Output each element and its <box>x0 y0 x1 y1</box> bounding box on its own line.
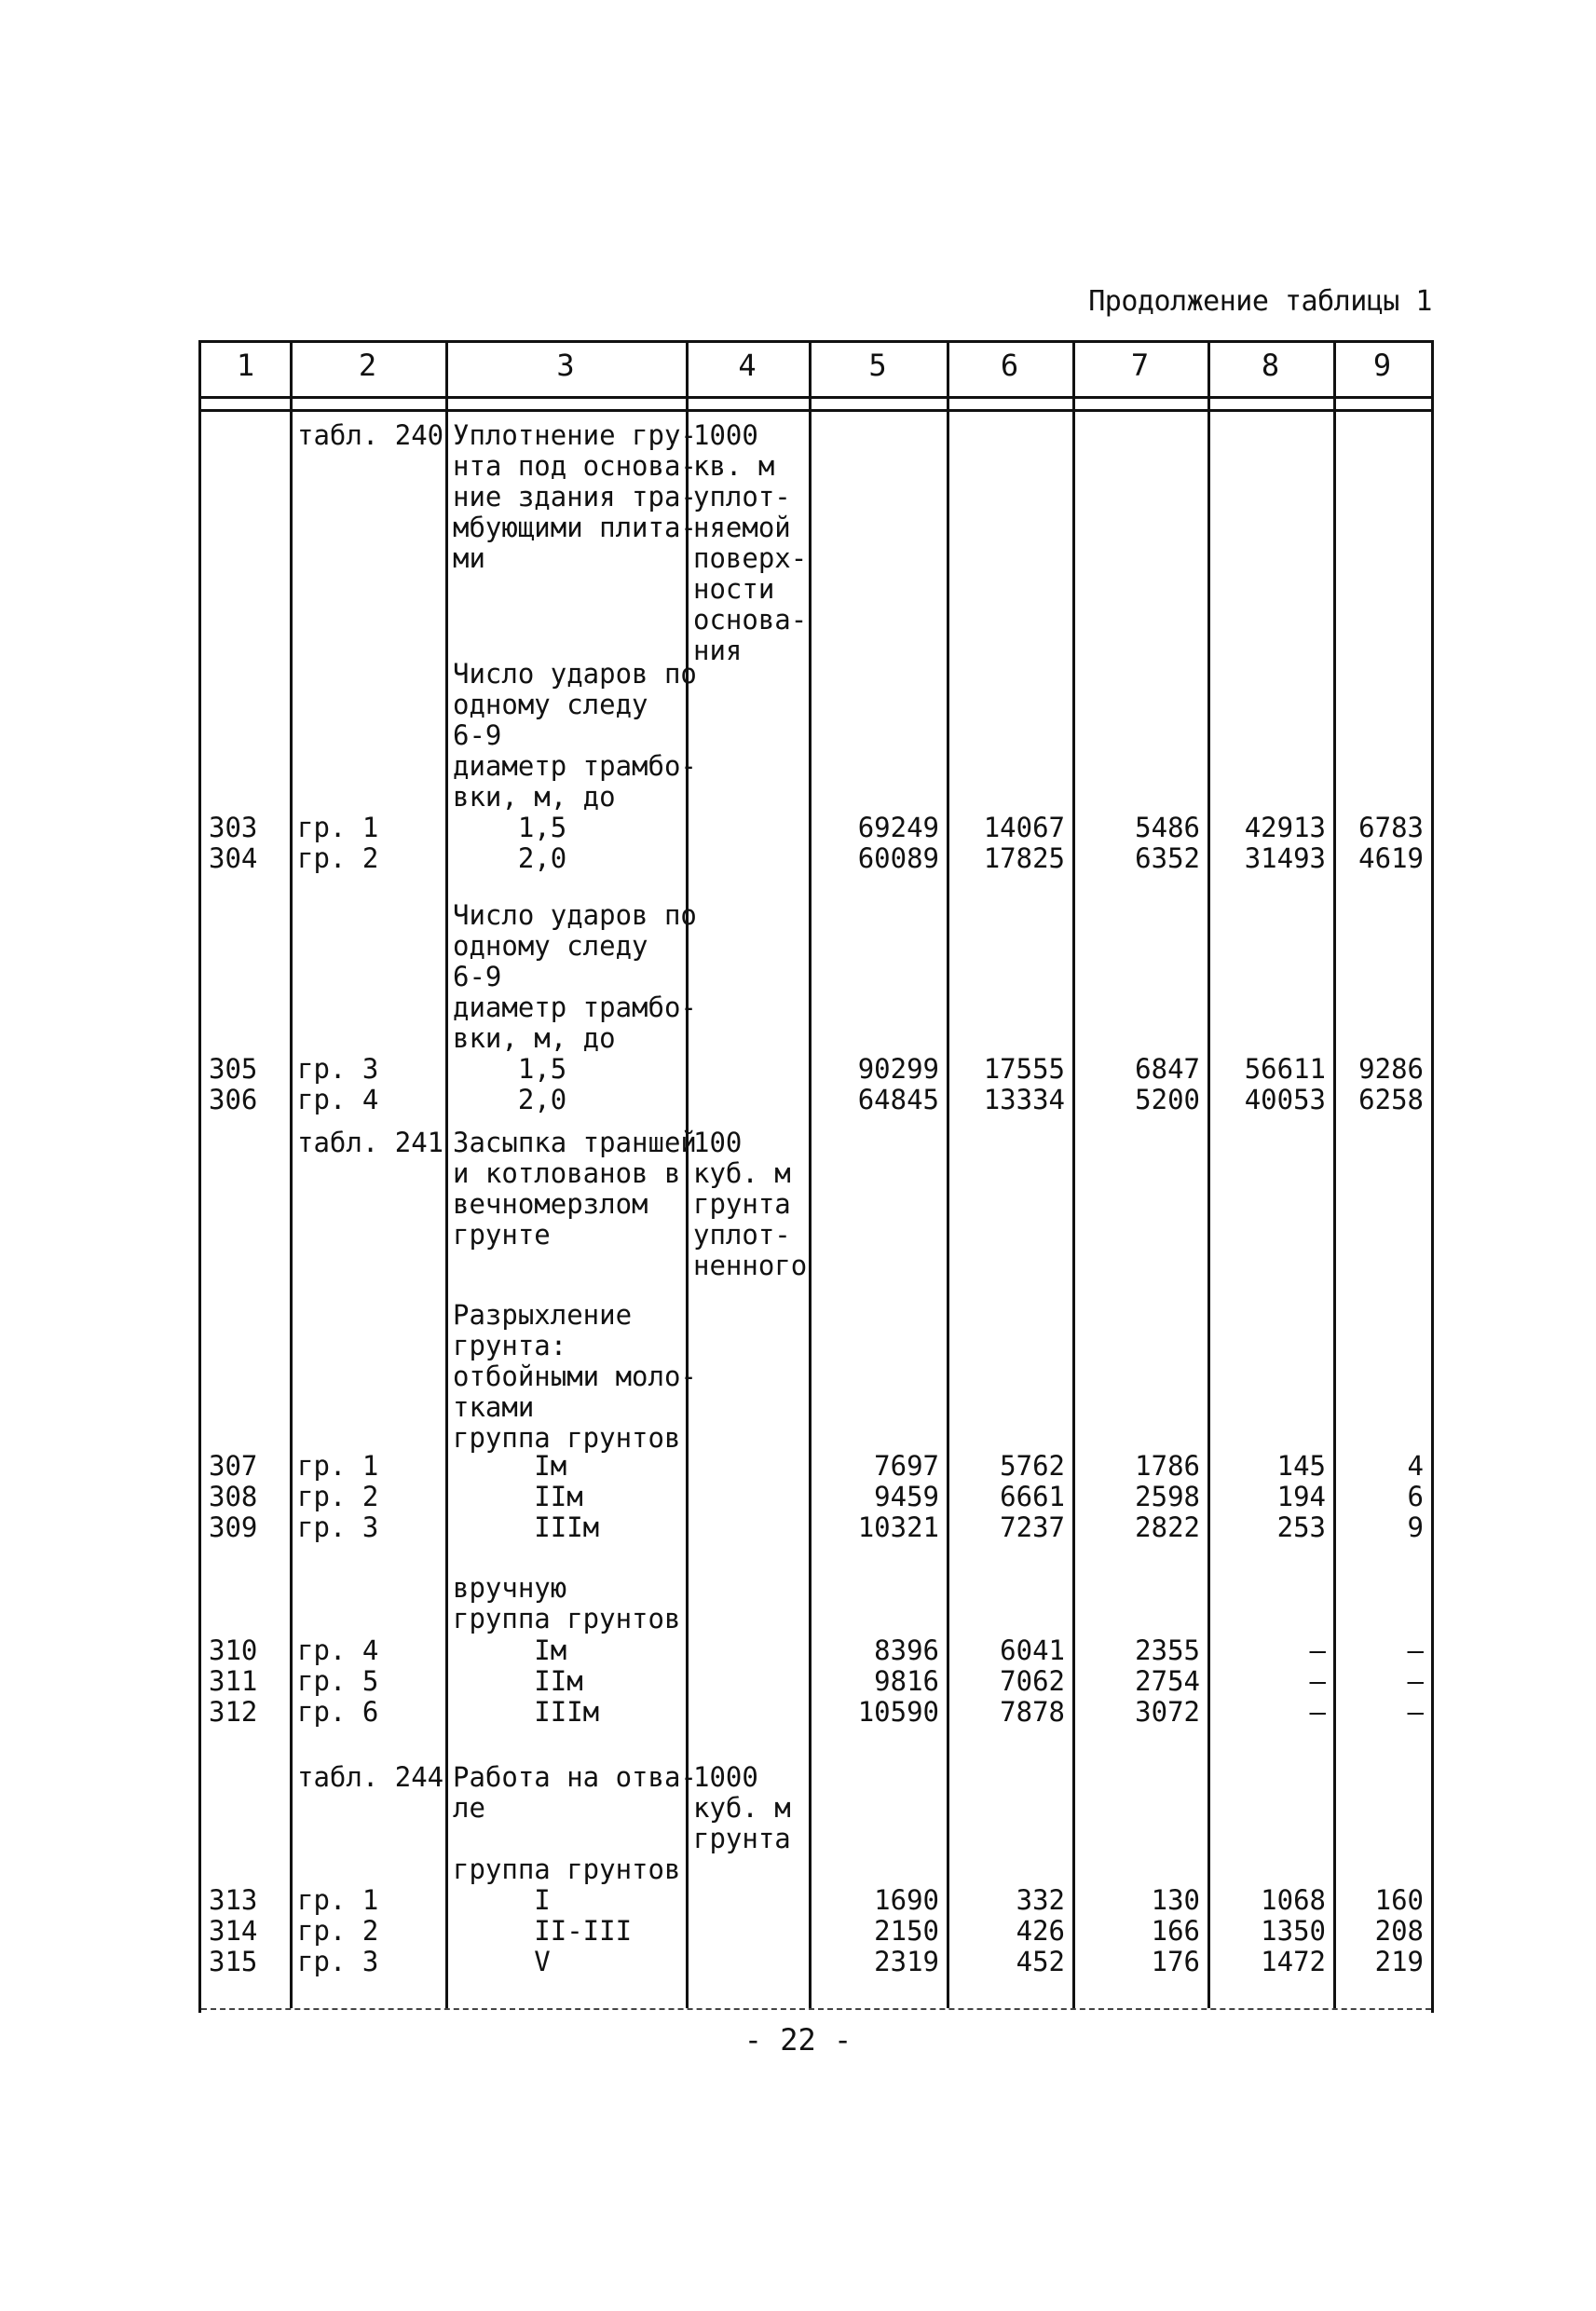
header-cell-8: 8 <box>1261 348 1280 383</box>
column-divider <box>1333 340 1336 2008</box>
cell-r311-col7: 2754 <box>1135 1665 1200 1697</box>
cell-r304-col6: 17825 <box>983 842 1065 874</box>
cell-r309-col8: 253 <box>1276 1511 1326 1543</box>
cell-r313-col1: 313 <box>209 1884 258 1916</box>
cell-r309-col2: гр. 3 <box>297 1511 379 1543</box>
cell-r303-col9: 6783 <box>1358 812 1424 843</box>
cell-r312-col3: IIIм <box>453 1696 600 1728</box>
cell-r314-col1: 314 <box>209 1915 258 1947</box>
cell-r310-col2: гр. 4 <box>297 1634 379 1666</box>
cell-r308-col5: 9459 <box>874 1481 939 1512</box>
cell-r308-col7: 2598 <box>1135 1481 1200 1512</box>
column-divider <box>290 340 293 2008</box>
cell-r303-col7: 5486 <box>1135 812 1200 843</box>
cell-r313-col6: 332 <box>1016 1884 1065 1916</box>
cell-r314-col3: II-III <box>453 1915 633 1947</box>
cell-r305-col6: 17555 <box>983 1053 1065 1085</box>
cell-r312-col7: 3072 <box>1135 1696 1200 1728</box>
cell-r315-col5: 2319 <box>874 1946 939 1977</box>
cell-r305-col1: 305 <box>209 1053 258 1085</box>
cell-r308-col9: 6 <box>1407 1481 1424 1512</box>
cell-r307-col9: 4 <box>1407 1450 1424 1482</box>
cell-r315-col3: V <box>453 1946 551 1977</box>
cell-n3-col3: Разрыхление грунта: отбойными моло- тками группа грунтов <box>453 1299 697 1454</box>
cell-r309-col3: IIIм <box>453 1511 600 1543</box>
cell-r308-col6: 6661 <box>1000 1481 1065 1512</box>
cell-r304-col7: 6352 <box>1135 842 1200 874</box>
cell-r306-col3: 2,0 <box>453 1084 567 1115</box>
cell-r240-col3: Уплотнение гру- нта под основа- ние здания тра- мбующими плита- ми <box>453 419 697 574</box>
header-cell-1: 1 <box>236 348 255 383</box>
cell-r310-col5: 8396 <box>874 1634 939 1666</box>
cell-r241-col3: Засыпка траншей и котлованов в вечномерзлом грунте <box>453 1127 697 1251</box>
cell-r311-col5: 9816 <box>874 1665 939 1697</box>
cell-r303-col5: 69249 <box>857 812 939 843</box>
cell-r305-col7: 6847 <box>1135 1053 1200 1085</box>
cell-r314-col6: 426 <box>1016 1915 1065 1947</box>
cell-r308-col1: 308 <box>209 1481 258 1512</box>
header-cell-5: 5 <box>868 348 887 383</box>
cell-r310-col9: – <box>1407 1634 1424 1666</box>
cell-r306-col1: 306 <box>209 1084 258 1115</box>
cell-r312-col1: 312 <box>209 1696 258 1728</box>
cell-n4-col3: вручную группа грунтов <box>453 1572 681 1634</box>
cell-r311-col9: – <box>1407 1665 1424 1697</box>
cell-n2-col3: Число ударов по одному следу 6-9 диаметр трамбо- вки, м, до <box>453 899 697 1054</box>
cell-r240-col2: табл. 240 <box>297 419 444 451</box>
page-number: - 22 - <box>743 2022 853 2058</box>
cell-r307-col2: гр. 1 <box>297 1450 379 1482</box>
cell-r304-col9: 4619 <box>1358 842 1424 874</box>
cell-r307-col3: Iм <box>453 1450 567 1482</box>
cell-r315-col1: 315 <box>209 1946 258 1977</box>
cell-r303-col6: 14067 <box>983 812 1065 843</box>
cell-r305-col3: 1,5 <box>453 1053 567 1085</box>
column-divider <box>445 340 448 2008</box>
cell-r304-col5: 60089 <box>857 842 939 874</box>
cell-r312-col2: гр. 6 <box>297 1696 379 1728</box>
cell-r305-col9: 9286 <box>1358 1053 1424 1085</box>
cell-r306-col9: 6258 <box>1358 1084 1424 1115</box>
cell-r244-col3: Работа на отва- ле <box>453 1761 697 1824</box>
cell-r312-col6: 7878 <box>1000 1696 1065 1728</box>
cell-r313-col2: гр. 1 <box>297 1884 379 1916</box>
column-divider <box>1072 340 1075 2008</box>
cell-r315-col2: гр. 3 <box>297 1946 379 1977</box>
cell-r241-col2: табл. 241 <box>297 1127 444 1158</box>
cell-r304-col8: 31493 <box>1244 842 1326 874</box>
cell-r309-col6: 7237 <box>1000 1511 1065 1543</box>
cell-r306-col8: 40053 <box>1244 1084 1326 1115</box>
cell-r310-col7: 2355 <box>1135 1634 1200 1666</box>
cell-r305-col8: 56611 <box>1244 1053 1326 1085</box>
cell-r309-col7: 2822 <box>1135 1511 1200 1543</box>
cell-r303-col2: гр. 1 <box>297 812 379 843</box>
cell-r315-col8: 1472 <box>1261 1946 1326 1977</box>
cell-r313-col8: 1068 <box>1261 1884 1326 1916</box>
cell-r305-col2: гр. 3 <box>297 1053 379 1085</box>
header-cell-6: 6 <box>1000 348 1019 383</box>
column-divider <box>686 340 689 2008</box>
header-cell-3: 3 <box>556 348 575 383</box>
cell-r314-col5: 2150 <box>874 1915 939 1947</box>
cell-r312-col5: 10590 <box>857 1696 939 1728</box>
cell-r305-col5: 90299 <box>857 1053 939 1085</box>
cell-r313-col5: 1690 <box>874 1884 939 1916</box>
cell-r308-col8: 194 <box>1276 1481 1326 1512</box>
cell-r306-col6: 13334 <box>983 1084 1065 1115</box>
data-table <box>198 340 1434 2013</box>
table-caption: Продолжение таблицы 1 <box>1088 285 1432 318</box>
cell-r308-col2: гр. 2 <box>297 1481 379 1512</box>
cell-r303-col8: 42913 <box>1244 812 1326 843</box>
cell-r307-col5: 7697 <box>874 1450 939 1482</box>
cell-r315-col7: 176 <box>1151 1946 1200 1977</box>
header-cell-2: 2 <box>358 348 377 383</box>
cell-r314-col8: 1350 <box>1261 1915 1326 1947</box>
cell-r310-col3: Iм <box>453 1634 567 1666</box>
header-bottom-border <box>201 396 1431 399</box>
cell-r311-col3: IIм <box>453 1665 583 1697</box>
cell-r308-col3: IIм <box>453 1481 583 1512</box>
cell-r304-col3: 2,0 <box>453 842 567 874</box>
column-divider <box>1207 340 1210 2008</box>
cell-r312-col8: – <box>1309 1696 1326 1728</box>
cell-r312-col9: – <box>1407 1696 1424 1728</box>
table-top-border <box>201 340 1431 343</box>
cell-r307-col7: 1786 <box>1135 1450 1200 1482</box>
cell-r241-col4: 100 куб. м грунта уплот- ненного <box>693 1127 808 1281</box>
cell-r315-col9: 219 <box>1374 1946 1424 1977</box>
cell-r309-col5: 10321 <box>857 1511 939 1543</box>
table-bottom-border <box>201 2008 1431 2010</box>
header-cell-4: 4 <box>738 348 757 383</box>
cell-r307-col8: 145 <box>1276 1450 1326 1482</box>
body-top-border <box>201 409 1431 412</box>
cell-r311-col1: 311 <box>209 1665 258 1697</box>
column-divider <box>809 340 812 2008</box>
cell-r310-col8: – <box>1309 1634 1326 1666</box>
cell-r311-col6: 7062 <box>1000 1665 1065 1697</box>
cell-r309-col1: 309 <box>209 1511 258 1543</box>
cell-r240-col4: 1000 кв. м уплот- няемой поверх- ности основа- ния <box>693 419 808 666</box>
cell-r304-col2: гр. 2 <box>297 842 379 874</box>
cell-r314-col9: 208 <box>1374 1915 1424 1947</box>
cell-r310-col1: 310 <box>209 1634 258 1666</box>
cell-r311-col2: гр. 5 <box>297 1665 379 1697</box>
cell-r309-col9: 9 <box>1407 1511 1424 1543</box>
cell-r315-col6: 452 <box>1016 1946 1065 1977</box>
header-cell-9: 9 <box>1372 348 1392 383</box>
cell-n1-col3: Число ударов по одному следу 6-9 диаметр трамбо- вки, м, до <box>453 658 697 813</box>
cell-n5-col3: группа грунтов <box>453 1853 681 1885</box>
cell-r303-col3: 1,5 <box>453 812 567 843</box>
cell-r307-col6: 5762 <box>1000 1450 1065 1482</box>
cell-r310-col6: 6041 <box>1000 1634 1065 1666</box>
cell-r311-col8: – <box>1309 1665 1326 1697</box>
cell-r244-col4: 1000 куб. м грунта <box>693 1761 791 1854</box>
cell-r306-col2: гр. 4 <box>297 1084 379 1115</box>
cell-r306-col5: 64845 <box>857 1084 939 1115</box>
cell-r306-col7: 5200 <box>1135 1084 1200 1115</box>
cell-r307-col1: 307 <box>209 1450 258 1482</box>
cell-r313-col3: I <box>453 1884 551 1916</box>
cell-r313-col7: 130 <box>1151 1884 1200 1916</box>
cell-r303-col1: 303 <box>209 812 258 843</box>
column-divider <box>947 340 949 2008</box>
cell-r314-col7: 166 <box>1151 1915 1200 1947</box>
header-cell-7: 7 <box>1130 348 1150 383</box>
cell-r314-col2: гр. 2 <box>297 1915 379 1947</box>
cell-r304-col1: 304 <box>209 842 258 874</box>
cell-r244-col2: табл. 244 <box>297 1761 444 1793</box>
cell-r313-col9: 160 <box>1374 1884 1424 1916</box>
